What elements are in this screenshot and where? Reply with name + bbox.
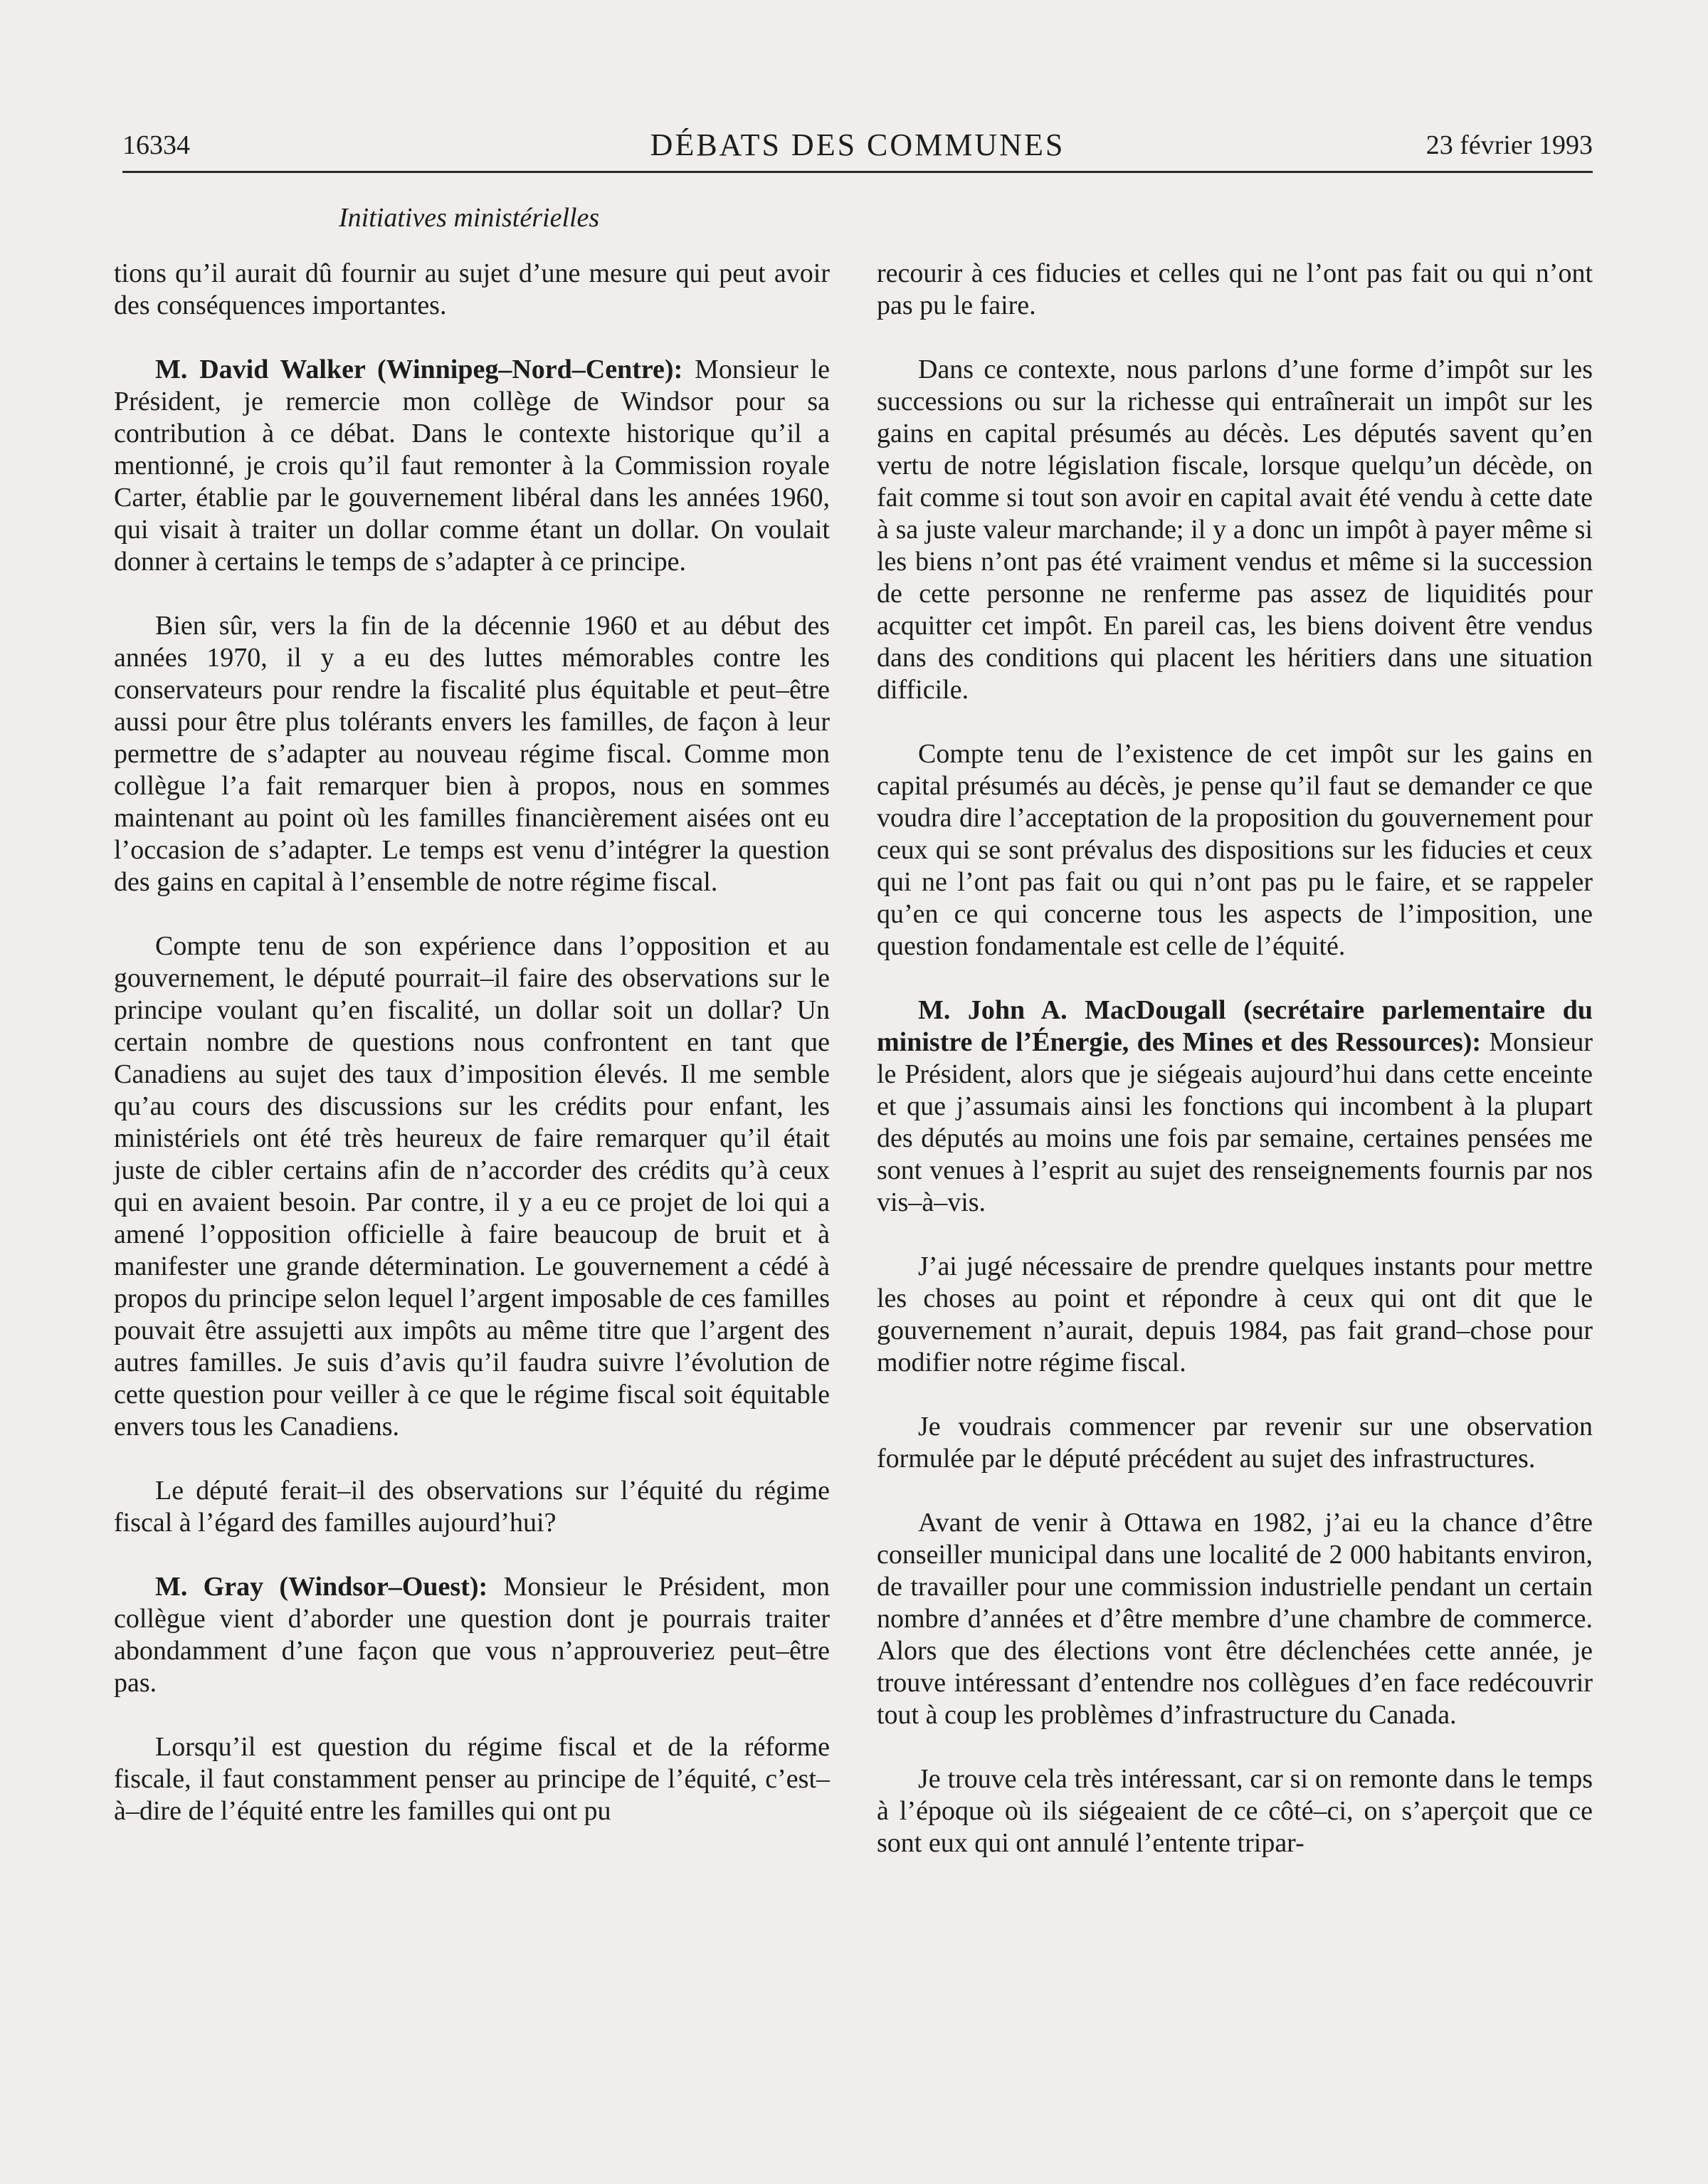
paragraph-text: tions qu’il aurait dû fournir au sujet d’une mesure qui peut avoir des conséquences importantes. <box>114 258 830 320</box>
paragraph <box>114 930 830 1443</box>
paragraph <box>114 354 830 578</box>
left-column <box>114 258 830 1859</box>
paragraph <box>877 1251 1593 1379</box>
section-heading: Initiatives ministérielles <box>339 203 600 233</box>
paragraph-text: Bien sûr, vers la fin de la décennie 1960 et au début des années 1970, il y a eu des luttes mémorables contre les conservateurs pour rendre la fiscalité plus équitable et peut–être aussi pour être plus tolérants envers les familles, de façon à leur permettre de s’adapter au nouveau régime fiscal. Comme mon collègue l’a fait remarquer bien à propos, nous en sommes maintenant au point où les familles financièrement aisées ont eu l’occasion de s’adapter. Le temps est venu d’intégrer la question des gains en capital à l’ensemble de notre régime fiscal. <box>114 611 830 897</box>
paragraph-text: Le député ferait–il des observations sur l’équité du régime fiscal à l’égard des familles aujourd’hui? <box>114 1476 830 1538</box>
paragraph <box>114 1571 830 1699</box>
paragraph <box>877 354 1593 706</box>
paragraph-text: Monsieur le Président, je remercie mon collège de Windsor pour sa contribution à ce débat. Dans le contexte historique qu’il a mentionné, je crois qu’il faut remonter à la Commission royale Carter, établie par le gouvernement libéral dans les années 1960, qui visait à traiter un dollar comme étant un dollar. On voulait donner à certains le temps de s’adapter à ce principe. <box>114 355 830 577</box>
right-column <box>877 258 1593 1891</box>
page-number: 16334 <box>122 130 190 160</box>
paragraph-text: Je trouve cela très intéressant, car si on remonte dans le temps à l’époque où ils siégeaient de ce côté–ci, on s’aperçoit que ce sont eux qui ont annulé l’entente tripar- <box>877 1764 1593 1858</box>
paragraph-text: Je voudrais commencer par revenir sur une observation formulée par le député précédent au sujet des infrastructures. <box>877 1412 1593 1474</box>
paragraph <box>114 610 830 898</box>
paragraph-text: Lorsqu’il est question du régime fiscal et de la réforme fiscale, il faut constamment penser au principe de l’équité, c’est–à–dire de l’équité entre les familles qui ont pu <box>114 1732 830 1826</box>
paragraph-text: Compte tenu de son expérience dans l’opposition et au gouvernement, le député pourrait–il faire des observations sur le principe voulant qu’en fiscalité, un dollar soit un dollar? Un certain nombre de questions nous confrontent en tant que Canadiens au sujet des taux d’imposition élevés. Il me semble qu’au cours des discussions sur les crédits pour enfant, les ministériels ont été très heureux de faire remarquer qu’il était juste de cibler certains afin de n’accorder des crédits qu’à ceux qui en avaient besoin. Par contre, il y a eu ce projet de loi qui a amené l’opposition officielle à faire beaucoup de bruit et à manifester une grande détermination. Le gouvernement a cédé à propos du principe selon lequel l’argent imposable de ces familles pouvait être assujetti aux impôts au même titre que l’argent des autres familles. Je suis d’avis qu’il faudra suivre l’évolution de cette question pour veiller à ce que le régime fiscal soit équitable envers tous les Canadiens. <box>114 931 830 1442</box>
paragraph-text: Monsieur le Président, alors que je siégeais aujourd’hui dans cette enceinte et que j’assumais ainsi les fonctions qui incombent à la plupart des députés au moins une fois par semaine, certaines pensées me sont venues à l’esprit au sujet des renseignements fournis par nos vis–à–vis. <box>877 1027 1593 1217</box>
paragraph <box>877 1507 1593 1731</box>
paragraph-text: J’ai jugé nécessaire de prendre quelques instants pour mettre les choses au point et répondre à ceux qui ont dit que le gouvernement n’aurait, depuis 1984, pas fait grand–chose pour modifier notre régime fiscal. <box>877 1251 1593 1377</box>
paragraph <box>877 1763 1593 1859</box>
journal-title: DÉBATS DES COMMUNES <box>650 127 1065 162</box>
paragraph-text: Monsieur le Président, mon collègue vient d’aborder une question dont je pourrais traiter abondamment d’une façon que vous n’approuveriez peut–être pas. <box>114 1572 831 1698</box>
paragraph-text: Compte tenu de l’existence de cet impôt sur les gains en capital présumés au décès, je pense qu’il faut se demander ce que voudra dire l’acceptation de la proposition du gouvernement pour ceux qui se sont prévalus des dispositions sur les fiducies et ceux qui ne l’ont pas fait ou qui n’ont pas pu le faire, et se rappeler qu’en ce qui concerne tous les aspects de l’imposition, une question fondamentale est celle de l’équité. <box>877 739 1593 961</box>
paragraph-text: Avant de venir à Ottawa en 1982, j’ai eu la chance d’être conseiller municipal dans une localité de 2 000 habitants environ, de travailler pour une commission industrielle pendant un certain nombre d’années et d’être membre d’une chambre de commerce. Alors que des élections vont être déclenchées cette année, je trouve intéressant d’entendre nos collègues d’en face redécouvrir tout à coup les problèmes d’infrastructure du Canada. <box>877 1508 1593 1730</box>
speaker-name: M. David Walker (Winnipeg–Nord–Centre): <box>155 355 683 384</box>
paragraph <box>877 258 1593 322</box>
speaker-name: M. Gray (Windsor–Ouest): <box>155 1572 488 1602</box>
paragraph <box>114 1731 830 1827</box>
paragraph <box>114 258 830 322</box>
paragraph <box>877 738 1593 962</box>
paragraph <box>877 994 1593 1219</box>
paragraph <box>877 1411 1593 1475</box>
speaker-name: M. John A. MacDougall (secrétaire parlementaire du ministre de l’Énergie, des Mines et des Ressources): <box>877 995 1593 1057</box>
paragraph-text: Dans ce contexte, nous parlons d’une forme d’impôt sur les successions ou sur la richesse qui entraînerait un impôt sur les gains en capital présumés au décès. Les députés savent qu’en vertu de notre législation fiscale, lorsque quelqu’un décède, on fait comme si tout son avoir en capital avait été vendu à cette date à sa juste valeur marchande; il y a donc un impôt à payer même si les biens n’ont pas été vraiment vendus et même si la succession de cette personne ne renferme pas assez de liquidités pour acquitter cet impôt. En pareil cas, les biens doivent être vendus dans des conditions qui placent les héritiers dans une situation difficile. <box>877 355 1593 705</box>
page-header <box>122 127 1593 173</box>
paragraph <box>114 1475 830 1539</box>
paragraph-text: recourir à ces fiducies et celles qui ne l’ont pas fait ou qui n’ont pas pu le faire. <box>877 258 1593 320</box>
page-date: 23 février 1993 <box>1425 130 1593 160</box>
